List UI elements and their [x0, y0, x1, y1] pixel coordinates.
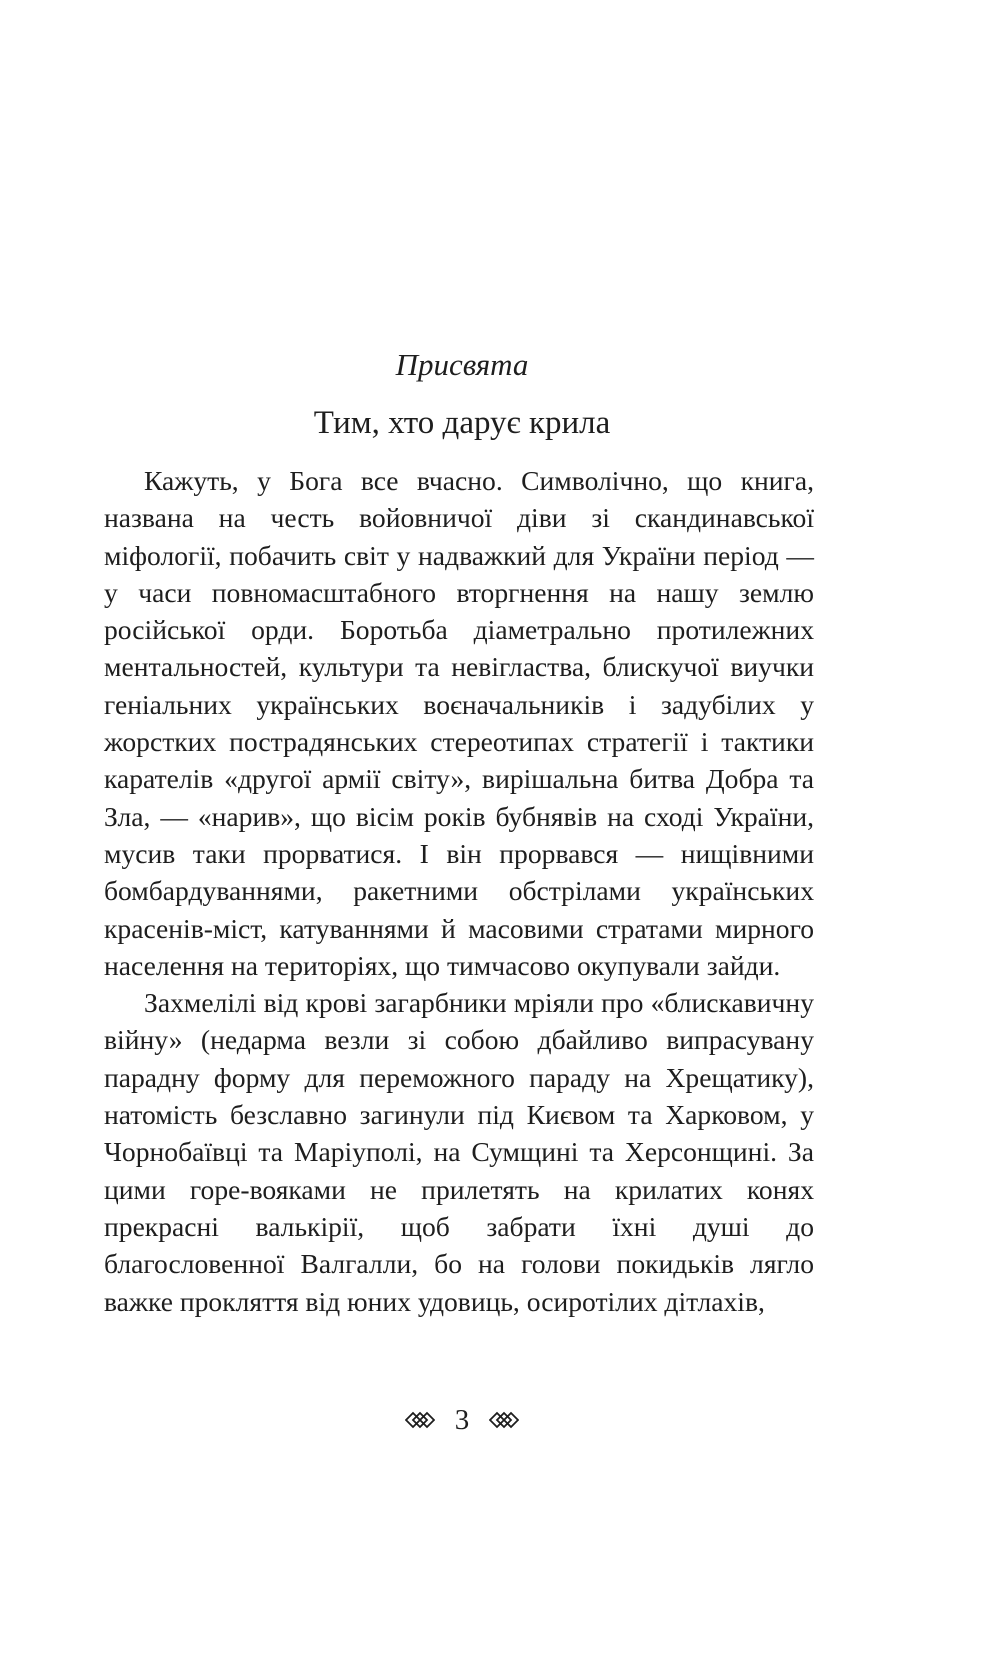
- body-text: [104, 462, 814, 1320]
- dedication-label: Присвята: [395, 347, 529, 382]
- paragraph-2: Захмелілі від крові загарбники мріяли про «блискавичну війну» (недарма везли зі собою дбайливо випрасувану парадну форму для переможного параду на Хрещатику), натомість безславно загинули під Києвом та Харковом, у Чорнобаївці та Маріуполі, на Сумщині та Херсонщині. За цими горе-вояками не прилетять на крилатих конях прекрасні валькірії, щоб забрати їхні душі до благословенної Валгалли, бо на голови покидьків лягло важке прокляття від юних удовиць, осиротілих дітлахів,: [104, 987, 814, 1317]
- page-footer: [0, 1400, 924, 1440]
- dedication-title: Тим, хто дарує крила: [313, 405, 611, 441]
- paragraph-1: Кажуть, у Бога все вчасно. Символічно, що книга, названа на честь войовничої діви зі скандинавської міфології, побачить світ у надважкий для України період — у часи повномасштабного вторгнення на нашу землю російської орди. Боротьба діаметрально протилежних ментальностей, культури та невігластва, блискучої виучки геніальних українських воєначальників і задубілих у жорстких пострадянських стереотипах стратегії і тактики карателів «другої армії світу», вирішальна битва Добра та Зла, — «нарив», що вісім років бубнявів на сході України, мусив таки прорватися. І він прорвався — нищівними бомбардуваннями, ракетними обстрілами українських красенів-міст, катуваннями й масовими стратами мирного населення на територіях, що тимчасово окупували зайди.: [104, 465, 814, 981]
- page-number: 3: [454, 1404, 470, 1436]
- knot-ornament-icon: [489, 1411, 519, 1429]
- knot-ornament-icon: [405, 1411, 435, 1429]
